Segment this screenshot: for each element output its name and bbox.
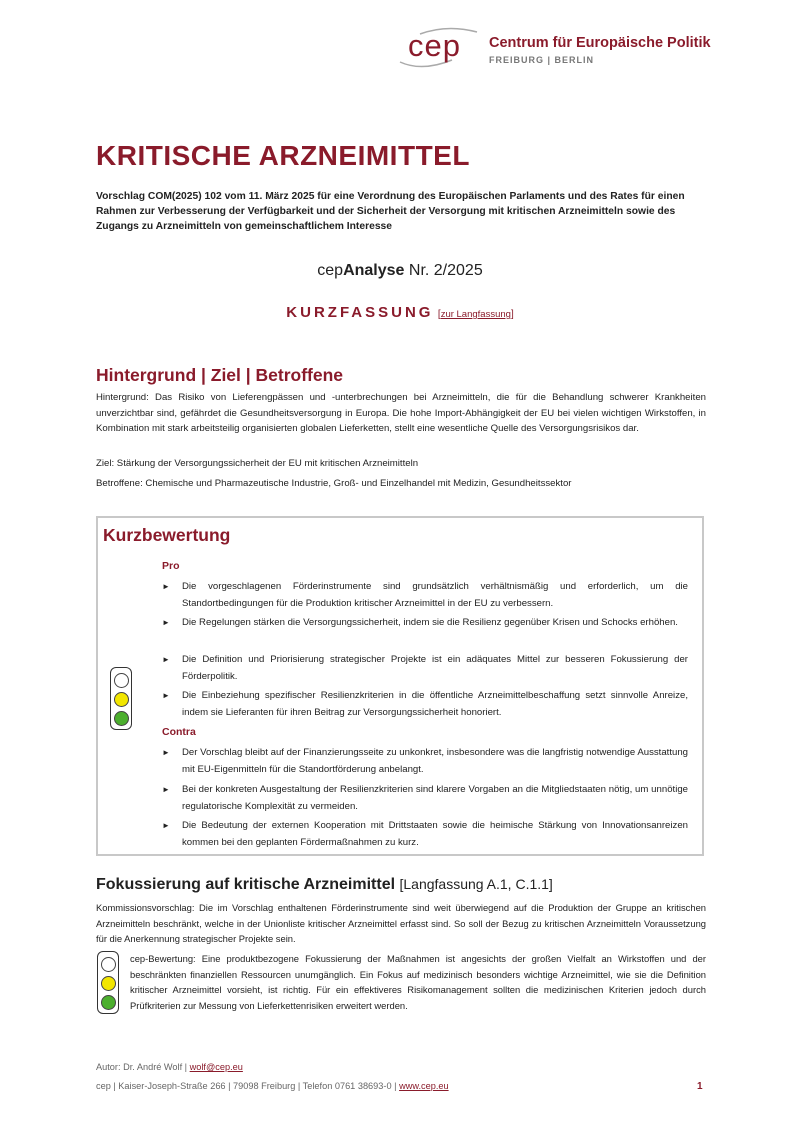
contra-item-text: Die Bedeutung der externen Kooperation mit Drittstaaten sowie die heimische Stärkung von Innovationsanreizen kommen bei den geplanten Fördermaßnahmen zu kurz. <box>182 820 688 848</box>
bullet-arrow-icon: ► <box>162 618 170 627</box>
traffic-light-yellow-on <box>101 976 116 991</box>
pro-item <box>162 578 688 612</box>
pro-item <box>162 687 688 721</box>
contra-item <box>162 817 688 851</box>
pro-item <box>162 614 688 631</box>
pro-item-text: Die Einbeziehung spezifischer Resilienzkriterien in die öffentliche Arzneimittelbeschaffung setzt sinnvolle Anreize, indem sie Lieferanten für ihren Beitrag zur Versorgungssicherheit honoriert. <box>182 690 688 718</box>
contra-item <box>162 781 688 815</box>
section-heading-fokussierung <box>96 876 553 894</box>
analysis-prefix: cep <box>317 262 344 279</box>
author-name: Autor: Dr. André Wolf | <box>96 1062 190 1072</box>
bullet-arrow-icon: ► <box>162 655 170 664</box>
traffic-light-green-on <box>101 995 116 1010</box>
pro-label: Pro <box>162 560 180 572</box>
page-number: 1 <box>697 1081 703 1092</box>
traffic-light-red-off <box>101 957 116 972</box>
footer-address <box>96 1081 449 1091</box>
betroffene-paragraph: Betroffene: Chemische und Pharmazeutische Industrie, Groß- und Einzelhandel mit Medizin, Gesundheitssektor <box>96 478 572 489</box>
pro-item <box>162 651 688 685</box>
pro-item-text: Die Regelungen stärken die Versorgungssicherheit, indem sie die Resilienz gegenüber Krisen und Schocks erhöhen. <box>182 617 678 628</box>
bullet-arrow-icon: ► <box>162 582 170 591</box>
langfassung-reference: [Langfassung A.1, C.1.1] <box>399 876 553 892</box>
traffic-light-yellow-on <box>114 692 129 707</box>
ziel-paragraph: Ziel: Stärkung der Versorgungssicherheit der EU mit kritischen Arzneimitteln <box>96 458 419 469</box>
langfassung-link[interactable]: zur Langfassung <box>440 309 511 320</box>
kommissionsvorschlag-paragraph: Kommissionsvorschlag: Die im Vorschlag enthaltenen Förderinstrumente sind weit überwiegend auf die Produktion der Gruppe an kritischen Arzneimitteln beschränkt, welche in der Unionliste kritischer Arzneimittel erfasst sind. So soll der Bezug zu kritischen Arzneimitteln Voraussetzung für die Anerkennung strategischer Projekte sein. <box>96 902 706 944</box>
kurzbewertung-heading: Kurzbewertung <box>103 525 231 545</box>
contra-item-text: Der Vorschlag bleibt auf der Finanzierungsseite zu unkonkret, insbesondere was die langfristig notwendige Ausstattung mit EU-Eigenmitteln für die Standortförderung anbelangt. <box>182 747 688 775</box>
traffic-light-red-off <box>114 673 129 688</box>
bullet-arrow-icon: ► <box>162 821 170 830</box>
traffic-light-icon <box>110 667 132 730</box>
section-heading-hintergrund: Hintergrund | Ziel | Betroffene <box>96 365 344 385</box>
website-link[interactable]: www.cep.eu <box>399 1081 449 1091</box>
pro-item-text: Die vorgeschlagenen Förderinstrumente sind grundsätzlich verhältnismäßig und erforderlich, um die Standortbedingungen für die Produktion kritischer Arzneimittel in der EU zu verbessern. <box>182 581 688 609</box>
bullet-arrow-icon: ► <box>162 748 170 757</box>
analysis-issue: Nr. 2/2025 <box>404 262 483 279</box>
section-heading-text: Fokussierung auf kritische Arzneimittel <box>96 876 396 893</box>
analysis-number <box>0 262 800 280</box>
org-name: Centrum für Europäische Politik <box>489 35 711 51</box>
footer-author <box>96 1062 243 1072</box>
pro-item-text: Die Definition und Priorisierung strategischer Projekte ist ein adäquates Mittel zur besseren Fokussierung der Förderpolitik. <box>182 654 688 682</box>
author-email-link[interactable]: wolf@cep.eu <box>189 1062 243 1072</box>
page-title: KRITISCHE ARZNEIMITTEL <box>96 140 470 171</box>
address-text: cep | Kaiser-Joseph-Straße 266 | 79098 Freiburg | Telefon 0761 38693-0 | <box>96 1081 400 1091</box>
traffic-light-icon <box>97 951 119 1014</box>
hintergrund-paragraph: Hintergrund: Das Risiko von Lieferengpässen und -unterbrechungen bei Arzneimitteln, die für die Behandlung schwerer Krankheiten unverzichtbar sind, gefährdet die Gesundheitsversorgung in Europa. Die hohe Import-Abhängigkeit der EU bei vielen wichtigen Wirkstoffen, in Kombination mit stark arbeitsteilig organisierten globalen Lieferketten, stellt eine wesentliche Quelle des Versorgungsrisikos dar. <box>96 392 706 434</box>
bracket-close: ] <box>510 309 514 320</box>
kurzfassung-header <box>0 304 800 322</box>
cep-bewertung-paragraph: cep-Bewertung: Eine produktbezogene Fokussierung der Maßnahmen ist angesichts der großen Vielfalt an Wirkstoffen und der beschränkten finanziellen Ressourcen unumgänglich. Ein Fokus auf medizinisch besonders wichtige Arzneimittel, wie sie die Definition kritischer Arzneimittel vorsieht, ist richtig. Für ein effektiveres Risikomanagement sollten die medizinischen Kriterien jedoch durch Prüfkriterien zur Messung von Lieferkettenrisiken erweitert werden. <box>130 953 706 1011</box>
document-subtitle: Vorschlag COM(2025) 102 vom 11. März 2025 für eine Verordnung des Europäischen Parlaments und des Rates für einen Rahmen zur Verbesserung der Verfügbarkeit und der Sicherheit der Versorgung mit kritischen Arzneimitteln sowie des Zugangs zu Arzneimitteln von gemeinschaftlichem Interesse <box>96 191 685 232</box>
bullet-arrow-icon: ► <box>162 691 170 700</box>
contra-label: Contra <box>162 726 196 738</box>
logo-text: cep <box>408 28 461 63</box>
bracket-open: [ <box>437 309 441 320</box>
analysis-word: Analyse <box>343 262 405 279</box>
org-cities: FREIBURG | BERLIN <box>489 55 595 65</box>
kurzfassung-label: KURZFASSUNG <box>286 304 434 321</box>
traffic-light-green-on <box>114 711 129 726</box>
contra-item <box>162 744 688 778</box>
bullet-arrow-icon: ► <box>162 785 170 794</box>
contra-item-text: Bei der konkreten Ausgestaltung der Resilienzkriterien sind klarere Vorgaben an die Mitgliedstaaten nötig, um unnötige regulatorische Komplexität zu vermeiden. <box>182 784 688 812</box>
